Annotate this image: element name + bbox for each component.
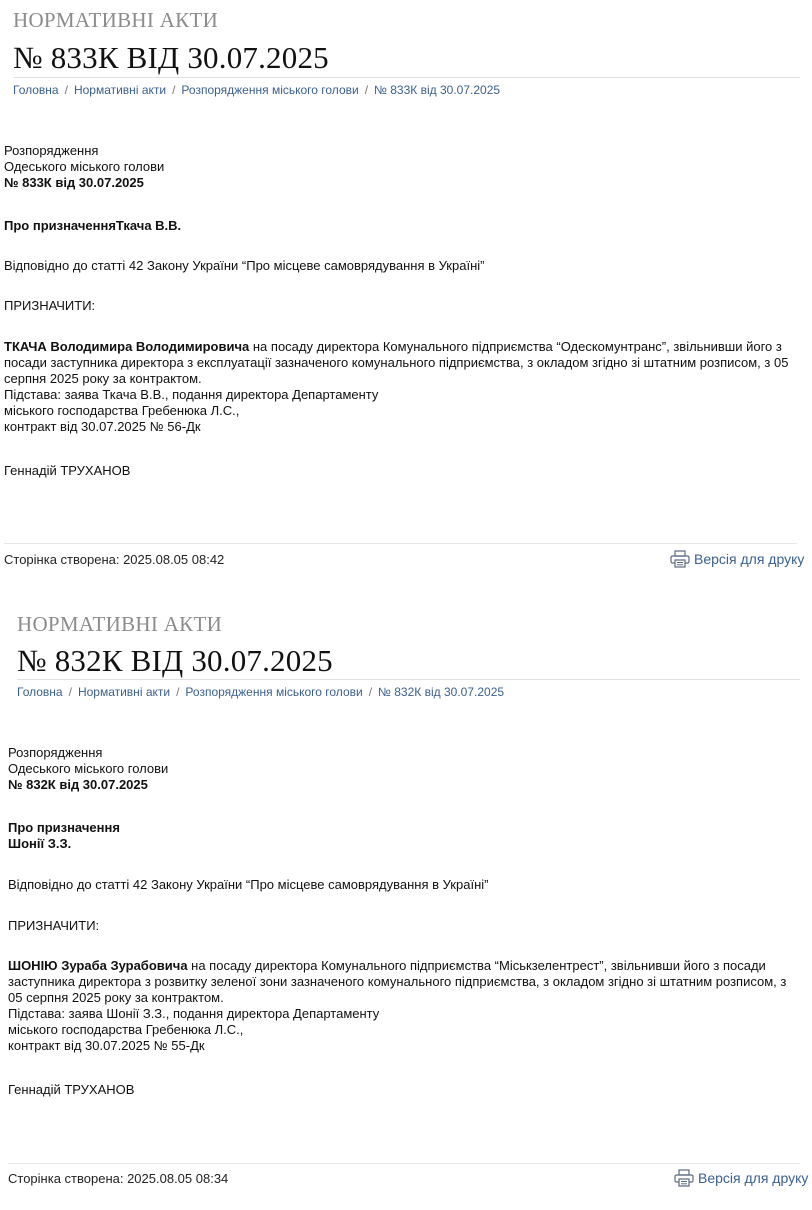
basis-line: міського господарства Гребенюка Л.С., (8, 1022, 244, 1037)
appointee-name: ШОНІЮ Зураба Зурабовича (8, 958, 188, 973)
preamble: Відповідно до статті 42 Закону України “Про місцеве самоврядування в Україні” (8, 877, 489, 892)
title-divider (17, 679, 800, 680)
footer-divider (8, 1163, 800, 1164)
signature: Геннадій ТРУХАНОВ (8, 1082, 135, 1097)
breadcrumb-normative-acts[interactable]: Нормативні акти (77, 685, 171, 699)
document-body (4, 143, 804, 191)
breadcrumb-normative-acts[interactable]: Нормативні акти (73, 83, 167, 97)
breadcrumb: Головна / Нормативні акти / Розпорядження міського голови / № 832К від 30.07.2025 (17, 685, 505, 699)
breadcrumb-current[interactable]: № 833К від 30.07.2025 (374, 83, 501, 97)
header-line: Розпорядження (8, 745, 103, 760)
basis-line: міського господарства Гребенюка Л.С., (4, 403, 240, 418)
subject: Про призначення Шонії З.З. (8, 820, 120, 851)
appointee-name: ТКАЧА Володимира Володимировича (4, 339, 250, 354)
appointment-paragraph (4, 339, 798, 435)
print-version-link[interactable] (670, 550, 804, 568)
header-line: Розпорядження (4, 143, 99, 158)
subject: Про призначенняТкача В.В. (4, 218, 182, 233)
printer-icon (670, 550, 690, 568)
breadcrumb-mayor-orders[interactable]: Розпорядження міського голови (185, 685, 363, 699)
document-body (8, 745, 804, 793)
page-created-timestamp: Сторінка створена: 2025.08.05 08:34 (8, 1171, 229, 1186)
appointment-text: на посаду директора Комунального підприємства “Міськзелентрест”, звільнивши його з посади заступника директора з розвитку зеленої зони зазначеного комунального підприємства, з окладом згідно зі штатним розписом, з 05 серпня 2025 року за контрактом. (8, 958, 787, 1005)
signature: Геннадій ТРУХАНОВ (4, 463, 131, 478)
print-version-link[interactable] (674, 1169, 808, 1187)
page-created-timestamp: Сторінка створена: 2025.08.05 08:42 (4, 552, 225, 567)
footer-divider (4, 543, 797, 544)
directive: ПРИЗНАЧИТИ: (4, 298, 96, 313)
header-line: Одеського міського голови (8, 761, 169, 776)
preamble: Відповідно до статті 42 Закону України “Про місцеве самоврядування в Україні” (4, 258, 485, 273)
section-label: НОРМАТИВНІ АКТИ (13, 8, 219, 32)
printer-icon (674, 1169, 694, 1187)
basis-line: Підстава: заява Шонії З.З., подання директора Департаменту (8, 1006, 380, 1021)
breadcrumb-mayor-orders[interactable]: Розпорядження міського голови (181, 83, 359, 97)
basis-line: Підстава: заява Ткача В.В., подання директора Департаменту (4, 387, 379, 402)
appointment-paragraph (8, 958, 798, 1054)
page-title: № 832К ВІД 30.07.2025 (17, 643, 333, 678)
section-label: НОРМАТИВНІ АКТИ (17, 612, 223, 636)
directive: ПРИЗНАЧИТИ: (8, 918, 100, 933)
header-number: № 832К від 30.07.2025 (8, 777, 148, 792)
breadcrumb: Головна / Нормативні акти / Розпорядження міського голови / № 833К від 30.07.2025 (13, 83, 501, 97)
breadcrumb-home[interactable]: Головна (17, 685, 63, 699)
breadcrumb-home[interactable]: Головна (13, 83, 59, 97)
print-version-label: Версія для друку (698, 1170, 809, 1186)
breadcrumb-current[interactable]: № 832К від 30.07.2025 (378, 685, 505, 699)
appointment-text: на посаду директора Комунального підприємства “Одескомунтранс”, звільнивши його з посади заступника директора з експлуатації зазначеного комунального підприємства, з окладом згідно зі штатним розписом, з 05 серпня 2025 року за контрактом. (4, 339, 789, 386)
title-divider (13, 77, 800, 78)
print-version-label: Версія для друку (694, 551, 805, 567)
header-line: Одеського міського голови (4, 159, 165, 174)
header-number: № 833К від 30.07.2025 (4, 175, 144, 190)
basis-line: контракт від 30.07.2025 № 55-Дк (8, 1038, 205, 1053)
basis-line: контракт від 30.07.2025 № 56-Дк (4, 419, 201, 434)
page-title: № 833К ВІД 30.07.2025 (13, 40, 329, 75)
